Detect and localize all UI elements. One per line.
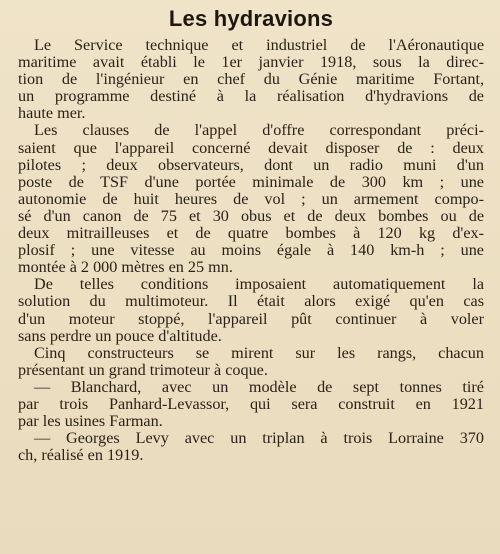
text-line: sé d'un canon de 75 et 30 obus et de deux bombes ou de <box>18 206 484 225</box>
page-title: Les hydravions <box>168 6 334 31</box>
paragraph <box>18 122 484 276</box>
text-line: un programme destiné à la réalisation d'hydravions de <box>18 87 484 106</box>
paragraph <box>18 345 484 379</box>
text-line: Les clauses de l'appel d'offre correspondant préci- <box>34 121 484 140</box>
text-line: ch, réalisé en 1919. <box>18 446 144 465</box>
paragraph <box>18 276 484 344</box>
text-line: Le Service technique et industriel de l'Aéronautique <box>34 36 484 54</box>
text-line: par les usines Farman. <box>18 412 163 431</box>
text-line: plosif ; une vitesse au moins égale à 140 km-h ; une <box>18 241 484 260</box>
text-line: montée à 2 000 mètres en 25 mn. <box>18 258 233 277</box>
paragraph <box>18 379 484 430</box>
text-line: — Blanchard, avec un modèle de sept tonnes tiré <box>34 377 484 396</box>
text-line: par trois Panhard-Levassor, qui sera construit en 1921 <box>18 394 484 413</box>
text-line: d'un moteur stoppé, l'appareil pût continuer à voler <box>18 309 484 328</box>
text-line: pilotes ; deux observateurs, dont un radio muni d'un <box>18 155 484 174</box>
article-body <box>18 37 484 464</box>
text-line: maritime avait établi le 1er janvier 1918, sous la direc- <box>18 53 484 72</box>
text-line: tion de l'ingénieur en chef du Génie maritime Fortant, <box>18 70 484 89</box>
text-line: autonomie de huit heures de vol ; un armement compo- <box>18 189 484 208</box>
text-line: saient que l'appareil concerné devait disposer de : deux <box>18 138 484 157</box>
text-line: poste de TSF d'une portée minimale de 300 km ; une <box>18 172 484 191</box>
text-line: deux mitrailleuses et de quatre bombes à 120 kg d'ex- <box>18 224 484 243</box>
text-line: sans perdre un pouce d'altitude. <box>18 326 222 345</box>
paragraph <box>18 430 484 464</box>
text-line: Cinq constructeurs se mirent sur les rangs, chacun <box>34 343 484 362</box>
paragraph <box>18 37 484 122</box>
text-line: présentant un grand trimoteur à coque. <box>18 360 268 379</box>
text-line: De telles conditions imposaient automatiquement la <box>34 275 484 294</box>
text-line: solution du multimoteur. Il était alors exigé qu'en cas <box>18 292 484 311</box>
text-line: haute mer. <box>18 104 86 123</box>
text-line: — Georges Levy avec un triplan à trois Lorraine 370 <box>34 429 484 448</box>
